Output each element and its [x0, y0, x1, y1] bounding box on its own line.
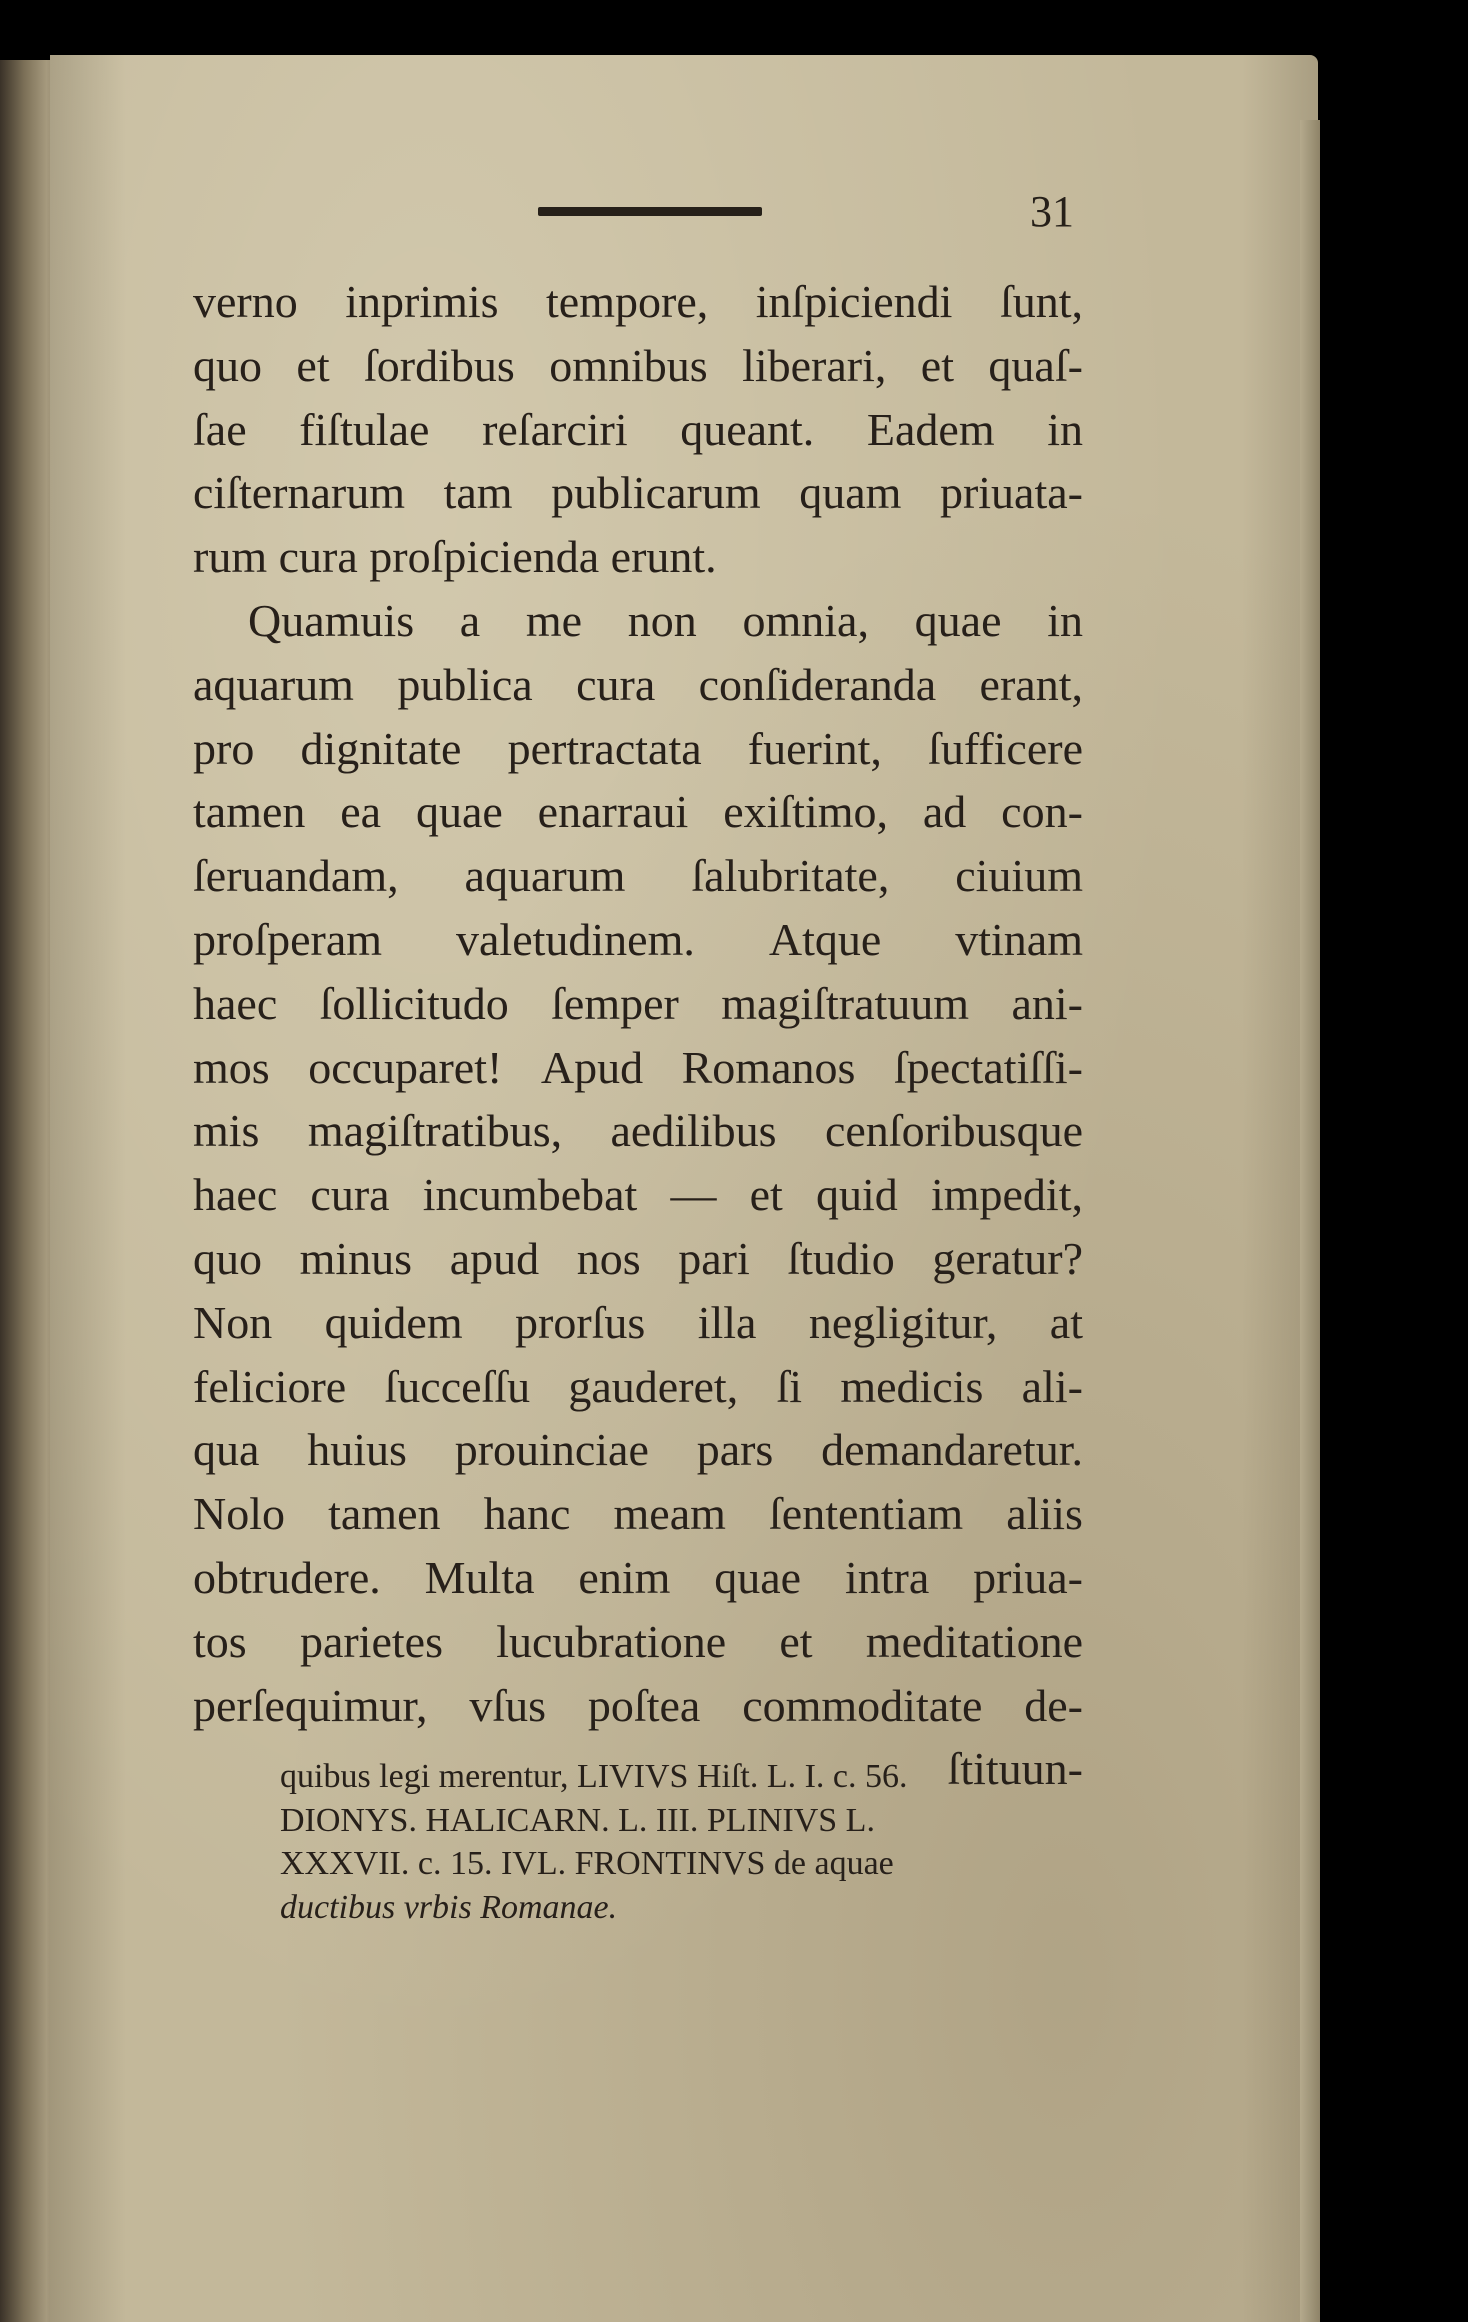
text-line: quo et ſordibus omnibus liberari, et quaſ-: [193, 339, 1083, 391]
footnote: [280, 1755, 1087, 1929]
text-line: tamen ea quae enarraui exiſtimo, ad con-: [193, 786, 1083, 838]
text-line: ſeruandam, aquarum ſalubritate, ciuium: [193, 850, 1083, 902]
text-line: Quamuis a me non omnia, quae in: [248, 594, 1083, 646]
header-rule: [538, 207, 762, 216]
body-text: [193, 270, 1083, 1801]
footnote-line: quibus legi merentur, LIVIVS Hiſt. L. I. c. 56.: [280, 1758, 908, 1795]
catchword: ſtituun-: [947, 1743, 1083, 1795]
text-line: proſperam valetudinem. Atque vtinam: [193, 913, 1083, 965]
text-line: pro dignitate pertractata fuerint, ſufficere: [193, 722, 1083, 774]
footnote-line: XXXVII. c. 15. IVL. FRONTINVS de aquae: [280, 1845, 894, 1882]
text-line: tos parietes lucubratione et meditatione: [193, 1615, 1083, 1667]
text-line: perſequimur, vſus poſtea commoditate de-: [193, 1679, 1083, 1731]
text-line: feliciore ſucceſſu gauderet, ſi medicis ali-: [193, 1360, 1083, 1412]
page-number: 31: [1030, 187, 1074, 236]
text-line: haec cura incumbebat — et quid impedit,: [193, 1169, 1083, 1221]
text-line: ciſternarum tam publicarum quam priuata-: [193, 467, 1083, 519]
footnote-line: DIONYS. HALICARN. L. III. PLINIVS L.: [280, 1801, 875, 1839]
text-line: rum cura proſpicienda erunt.: [193, 531, 717, 583]
text-line: quo minus apud nos pari ſtudio geratur?: [193, 1232, 1083, 1284]
text-line: haec ſollicitudo ſemper magiſtratuum ani-: [193, 977, 1083, 1029]
footnote-line: ductibus vrbis Romanae.: [280, 1888, 618, 1926]
text-line: mis magiſtratibus, aedilibus cenſoribusque: [193, 1105, 1083, 1157]
text-line: obtrudere. Multa enim quae intra priua-: [193, 1551, 1083, 1603]
text-line: Nolo tamen hanc meam ſententiam aliis: [193, 1488, 1083, 1540]
text-line: aquarum publica cura conſideranda erant,: [193, 658, 1083, 710]
text-line: ſae fiſtulae reſarciri queant. Eadem in: [193, 403, 1083, 455]
text-line: verno inprimis tempore, inſpiciendi ſunt,: [193, 276, 1083, 327]
text-line: qua huius prouinciae pars demandaretur.: [193, 1424, 1083, 1476]
text-line: mos occuparet! Apud Romanos ſpectatiſſi-: [193, 1041, 1083, 1093]
text-line: Non quidem prorſus illa negligitur, at: [193, 1296, 1083, 1348]
page-edge: [1300, 120, 1320, 2322]
